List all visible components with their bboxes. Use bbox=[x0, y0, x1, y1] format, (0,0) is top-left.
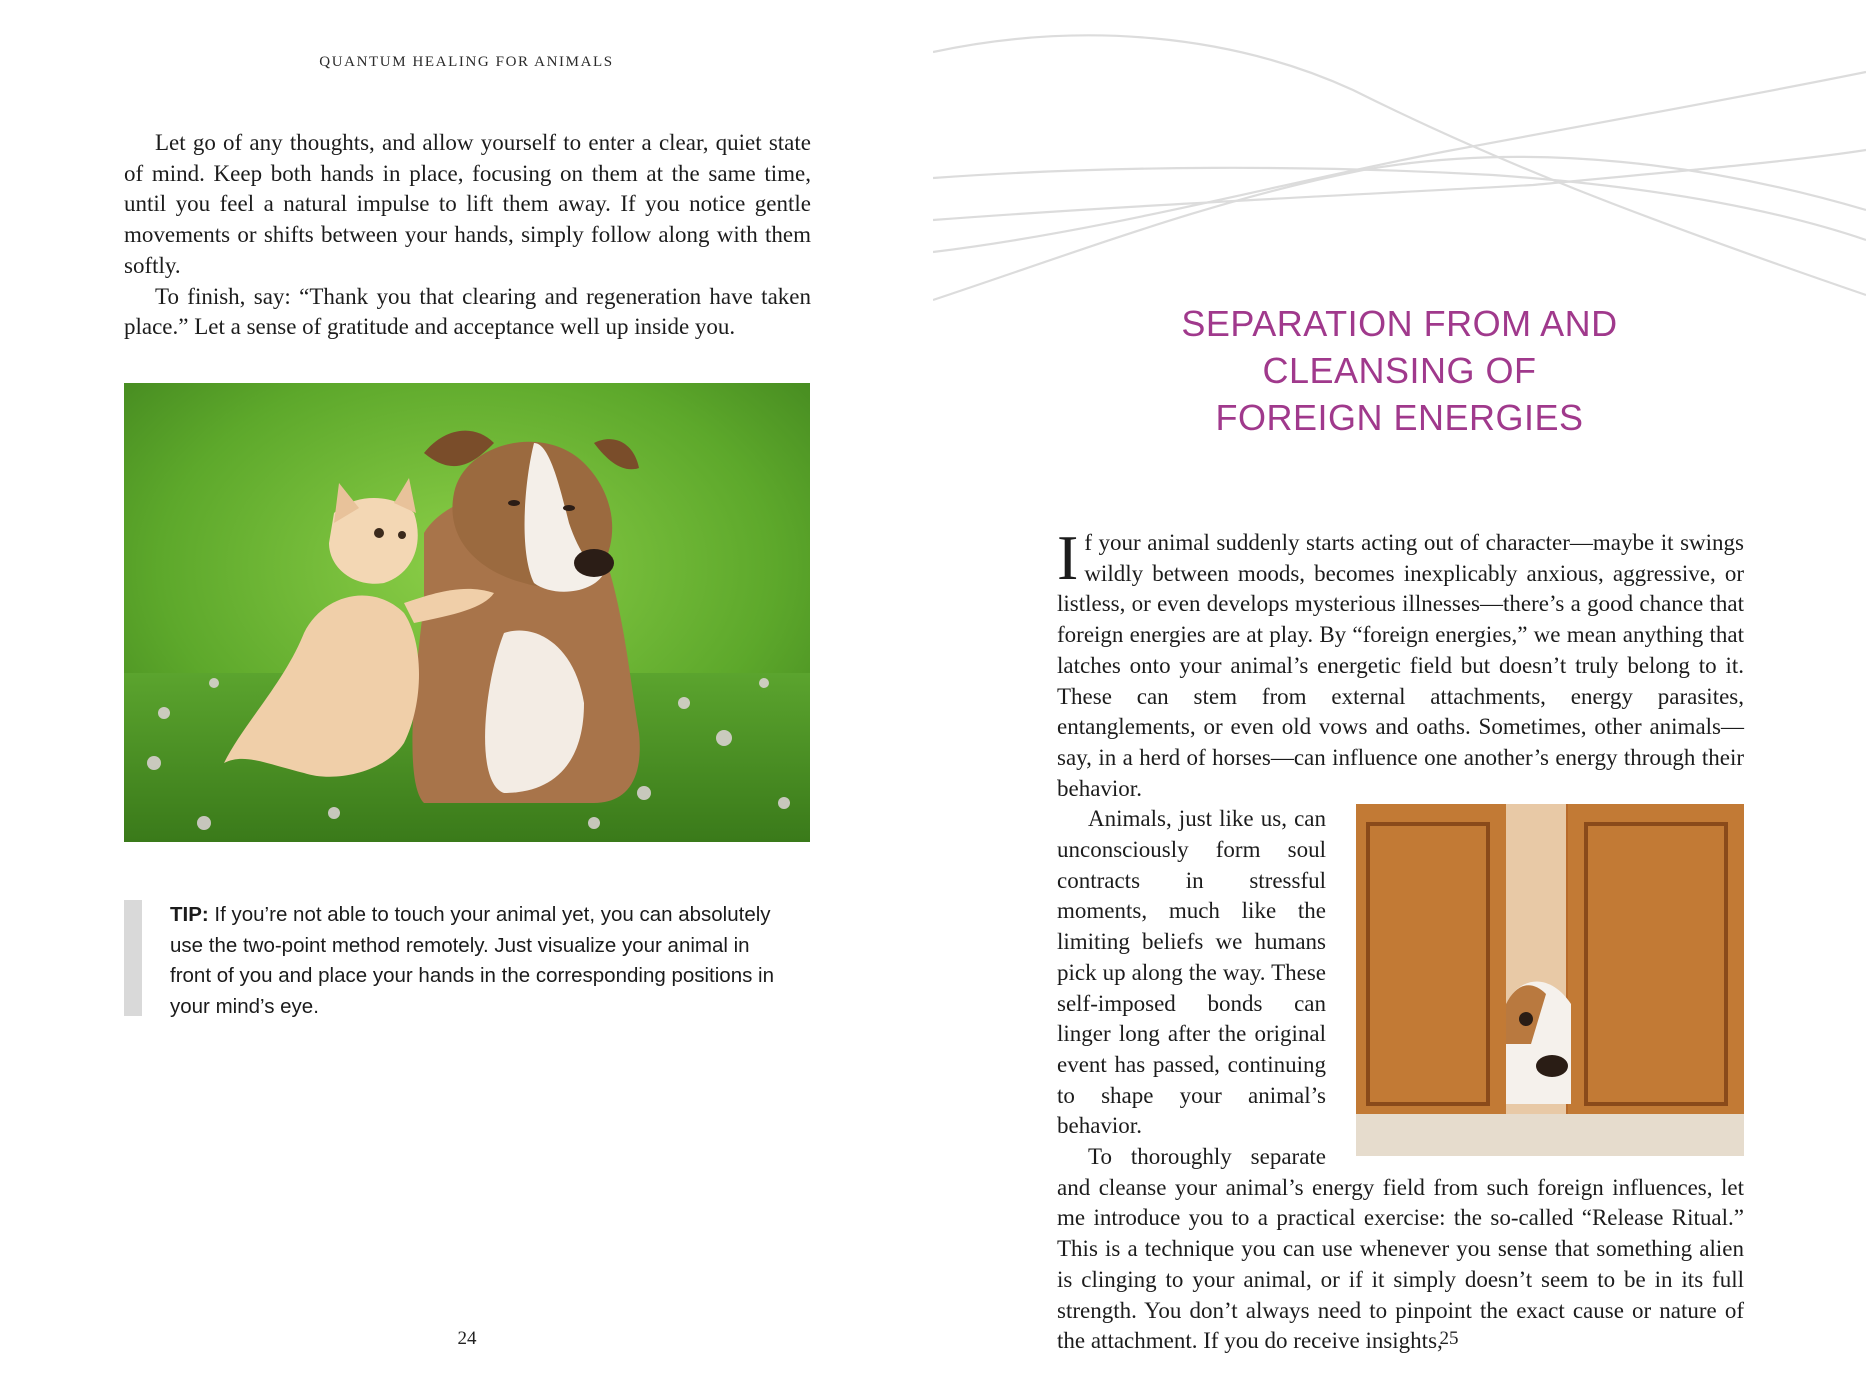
drop-cap: I bbox=[1057, 522, 1079, 593]
dog-and-kitten-photo bbox=[124, 383, 810, 842]
paragraph-text: f your animal suddenly starts acting out of character—maybe it swings wildly between moods, becomes inexplicably anxious, aggressive, or listless, or even develops mysterious illnesses—there’s a good chance that foreign energies are at play. By “foreign energies,” we mean anything that latches onto your animal’s energetic field but doesn’t truly belong to it. These can stem from external attachments, energy parasites, entanglements, or even old vows and oaths. Sometimes, other animals—say, in a herd of horses—can influence one another’s energy through their behavior. bbox=[1057, 530, 1744, 801]
tip-label: TIP: bbox=[170, 903, 209, 926]
decorative-waves bbox=[933, 0, 1866, 330]
chapter-title bbox=[933, 300, 1866, 441]
running-head: QUANTUM HEALING FOR ANIMALS bbox=[319, 54, 614, 70]
dog-behind-door-photo bbox=[1356, 804, 1744, 1156]
chapter-title-line: SEPARATION FROM AND bbox=[1181, 303, 1618, 344]
tip-body: If you’re not able to touch your animal yet, you can absolutely use the two-point method remotely. Just visualize your animal in front of you and place your hands in the corresponding positions in your mind’s eye. bbox=[170, 903, 774, 1018]
right-page bbox=[933, 0, 1866, 1400]
paragraph: To finish, say: “Thank you that clearing and regeneration have taken place.” Let a sense of gratitude and acceptance well up inside you. bbox=[124, 283, 811, 340]
right-body-text bbox=[1057, 522, 1744, 1357]
left-body-text bbox=[124, 128, 811, 343]
chapter-title-line: CLEANSING OF bbox=[1262, 350, 1537, 391]
tip-bar bbox=[124, 900, 142, 1016]
paragraph: Animals, just like us, can unconsciously form soul contracts in stressful moments, much like the limiting beliefs we humans pick up along the way. These self-imposed bonds can linger long after the original event has passed, continuing to shape your animal’s behavior. bbox=[1057, 806, 1326, 1139]
paragraph: To thoroughly separate and cleanse your animal’s energy field from such foreign influences, let me introduce you to a practical exercise: the so-called “Release Ritual.” This is a technique you can use whenever you sense that something alien is clinging to your animal, or if it simply doesn’t seem to be in its full strength. You don’t always need to pinpoint the exact cause or nature of the attachment. If you do receive insights, bbox=[1057, 1144, 1744, 1354]
tip-box bbox=[124, 900, 784, 1016]
chapter-title-line: FOREIGN ENERGIES bbox=[1215, 397, 1584, 438]
page-number: 24 bbox=[457, 1328, 477, 1349]
paragraph: Let go of any thoughts, and allow yourself to enter a clear, quiet state of mind. Keep both hands in place, focusing on them at the same time, until you feel a natural impulse to lift them away. If you notice gentle movements or shifts between your hands, simply follow along with them softly. bbox=[124, 130, 811, 278]
paragraph bbox=[1057, 522, 1744, 804]
page-number: 25 bbox=[1439, 1328, 1459, 1349]
tip-text bbox=[170, 900, 790, 1022]
